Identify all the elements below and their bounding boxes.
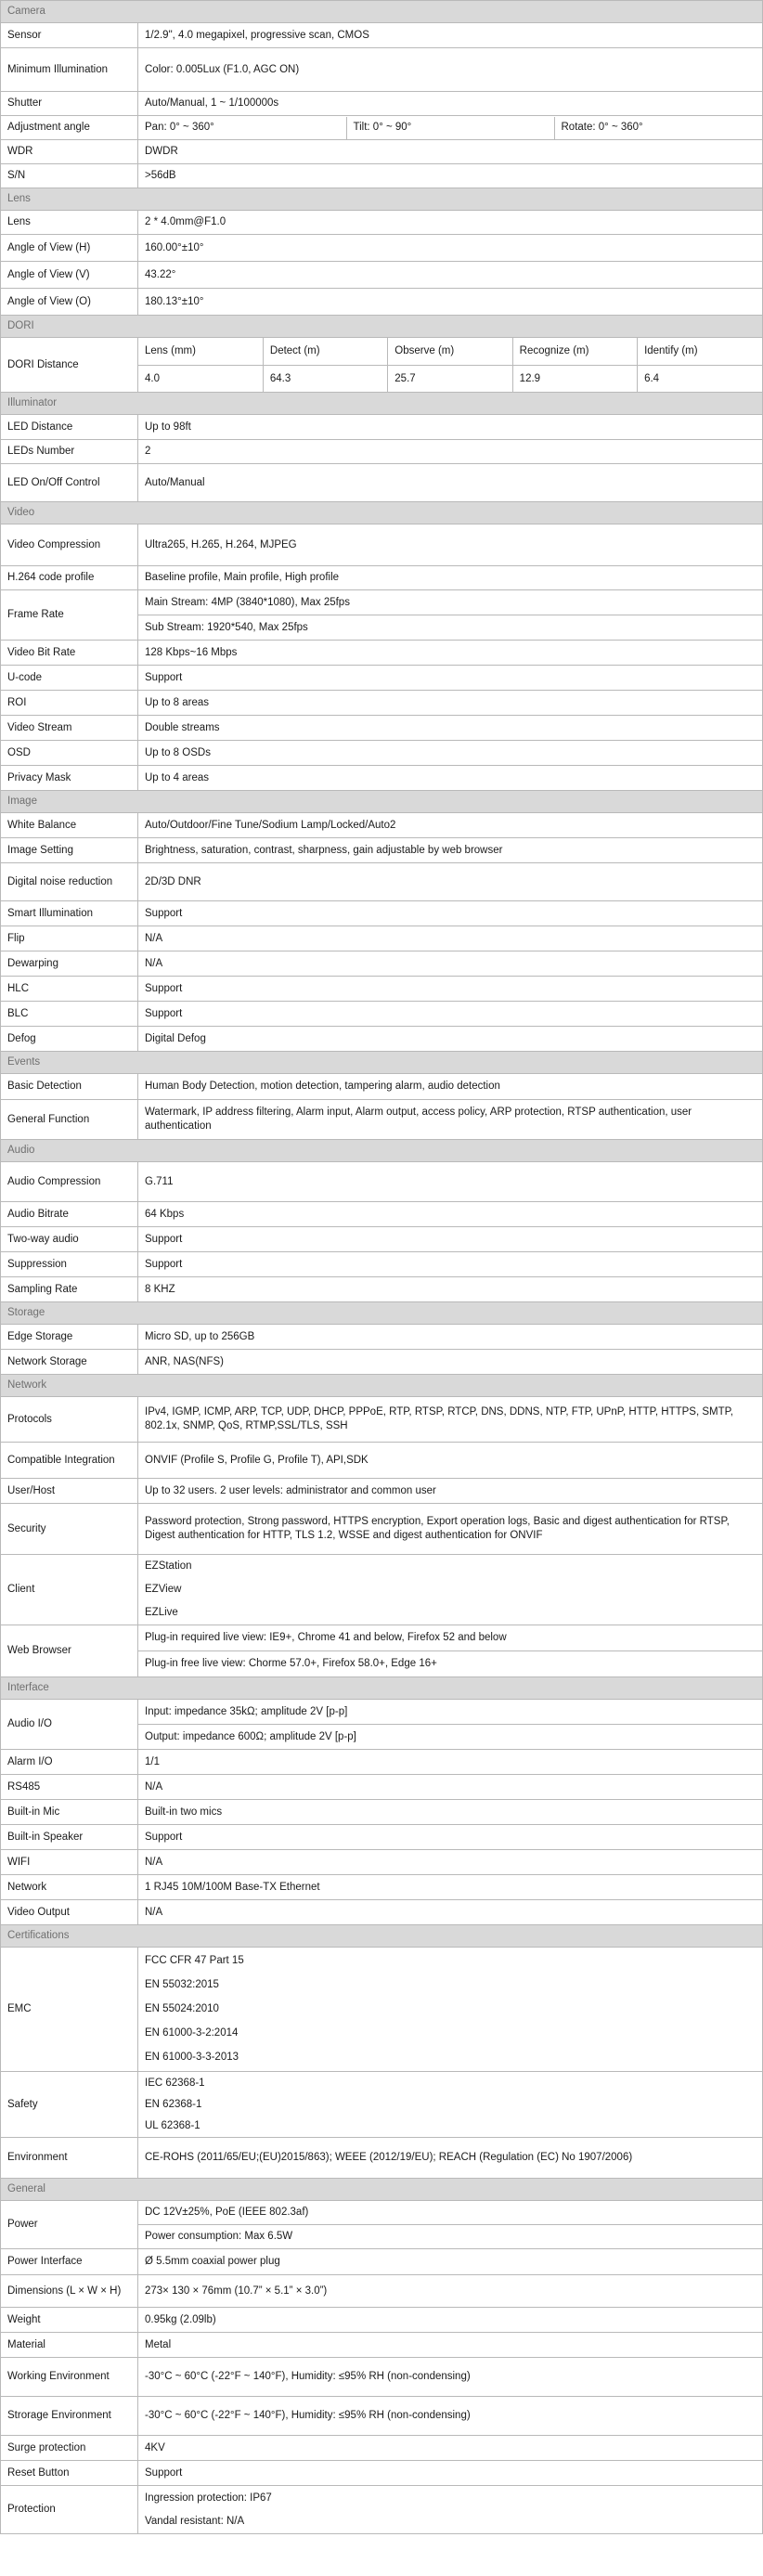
spec-value: Auto/Outdoor/Fine Tune/Sodium Lamp/Locked/Auto2 — [138, 813, 763, 838]
dori-header-cell: Lens (mm) — [145, 345, 196, 357]
spec-value-line: Vandal resistant: N/A — [145, 2515, 245, 2527]
spec-value — [138, 590, 763, 641]
spec-row-environment — [1, 2138, 763, 2179]
spec-label: LED On/Off Control — [1, 464, 138, 502]
spec-value-line: Power consumption: Max 6.5W — [145, 2231, 293, 2243]
spec-value-cell: Pan: 0° ~ 360° — [145, 122, 214, 134]
spec-label: DORI Distance — [1, 338, 138, 393]
spec-row-surge-protection — [1, 2436, 763, 2461]
spec-value: ONVIF (Profile S, Profile G, Profile T), API,SDK — [138, 1443, 763, 1479]
spec-value: CE-ROHS (2011/65/EU;(EU)2015/863); WEEE (2012/19/EU); REACH (Regulation (EC) No 1907/2006) — [138, 2138, 763, 2179]
spec-label: Security — [1, 1504, 138, 1555]
spec-label: Suppression — [1, 1252, 138, 1277]
spec-label: U-code — [1, 666, 138, 691]
spec-label: Reset Button — [1, 2461, 138, 2486]
spec-label: WDR — [1, 140, 138, 164]
spec-value: 2 * 4.0mm@F1.0 — [138, 211, 763, 235]
spec-row-user-host — [1, 1479, 763, 1504]
spec-value-list — [145, 1555, 756, 1625]
spec-label: Material — [1, 2333, 138, 2358]
spec-row-smart-illumination — [1, 901, 763, 926]
spec-row-power — [1, 2201, 763, 2249]
spec-label: Two-way audio — [1, 1227, 138, 1252]
spec-value-line: EN 61000-3-3-2013 — [145, 2052, 239, 2064]
dori-header-cell: Observe (m) — [388, 338, 512, 366]
spec-row-lens — [1, 211, 763, 235]
spec-label: Power Interface — [1, 2249, 138, 2275]
spec-label: WIFI — [1, 1850, 138, 1875]
spec-label: Video Output — [1, 1900, 138, 1925]
spec-value-line: EN 62368-1 — [145, 2098, 202, 2110]
spec-value: Up to 4 areas — [138, 766, 763, 791]
spec-row-protocols — [1, 1397, 763, 1443]
spec-value-line: Sub Stream: 1920*540, Max 25fps — [145, 621, 308, 633]
spec-label: Weight — [1, 2308, 138, 2333]
spec-value: 180.13°±10° — [138, 289, 763, 316]
spec-value-line: Main Stream: 4MP (3840*1080), Max 25fps — [138, 590, 762, 615]
spec-label: Network — [1, 1875, 138, 1900]
spec-label: Frame Rate — [1, 590, 138, 641]
section-title: Network — [1, 1375, 763, 1397]
section-header-lens — [1, 188, 763, 211]
spec-value: Support — [138, 1227, 763, 1252]
spec-label: Environment — [1, 2138, 138, 2179]
spec-label: General Function — [1, 1100, 138, 1140]
spec-value: IPv4, IGMP, ICMP, ARP, TCP, UDP, DHCP, PPPoE, RTP, RTSP, RTCP, DNS, DDNS, NTP, FTP, UPnP, HTTP, HTTPS, SMTP, 802.1x, SNMP, QoS, RTMP,SSL/TLS, SSH — [138, 1397, 763, 1443]
spec-label: Video Bit Rate — [1, 641, 138, 666]
spec-value: N/A — [138, 1775, 763, 1800]
spec-label: Network Storage — [1, 1350, 138, 1375]
spec-row-video-compression — [1, 524, 763, 566]
spec-value: Ultra265, H.265, H.264, MJPEG — [138, 524, 763, 566]
spec-value-line: EN 61000-3-2:2014 — [145, 2027, 239, 2039]
section-header-certifications — [1, 1925, 763, 1948]
spec-row-blc — [1, 1002, 763, 1027]
spec-value: Up to 98ft — [138, 415, 763, 440]
spec-value: ANR, NAS(NFS) — [138, 1350, 763, 1375]
spec-label: Compatible Integration — [1, 1443, 138, 1479]
spec-row-weight — [1, 2308, 763, 2333]
section-header-dori — [1, 316, 763, 338]
spec-value: Built-in two mics — [138, 1800, 763, 1825]
spec-value: G.711 — [138, 1162, 763, 1202]
spec-row-material — [1, 2333, 763, 2358]
spec-row-wifi — [1, 1850, 763, 1875]
spec-value-line: DC 12V±25%, PoE (IEEE 802.3af) — [138, 2201, 762, 2225]
section-title: Lens — [1, 188, 763, 211]
spec-label: Protocols — [1, 1397, 138, 1443]
spec-label: Adjustment angle — [1, 116, 138, 140]
spec-value: Color: 0.005Lux (F1.0, AGC ON) — [138, 48, 763, 92]
spec-value — [138, 2072, 763, 2138]
spec-row-minimum-illumination — [1, 48, 763, 92]
spec-value: 273× 130 × 76mm (10.7” × 5.1” × 3.0”) — [138, 2275, 763, 2308]
spec-row-sensor — [1, 23, 763, 48]
spec-label: Privacy Mask — [1, 766, 138, 791]
section-title: General — [1, 2179, 763, 2201]
spec-value: Support — [138, 666, 763, 691]
spec-value-columns — [138, 117, 762, 139]
spec-value-line: Ingression protection: IP67 — [145, 2492, 272, 2504]
spec-value: N/A — [138, 926, 763, 951]
spec-row-built-in-speaker — [1, 1825, 763, 1850]
spec-row-working-environment — [1, 2358, 763, 2397]
spec-value-line: EN 55032:2015 — [145, 1979, 219, 1991]
spec-row-sampling-rate — [1, 1277, 763, 1302]
spec-row-two-way-audio — [1, 1227, 763, 1252]
spec-value — [138, 1555, 763, 1625]
spec-label: Angle of View (O) — [1, 289, 138, 316]
spec-row-video-bit-rate — [1, 641, 763, 666]
spec-value: Support — [138, 1825, 763, 1850]
spec-value — [138, 338, 763, 393]
spec-value-list — [145, 1700, 756, 1749]
section-header-illuminator — [1, 393, 763, 415]
spec-value — [138, 2486, 763, 2534]
spec-value: Brightness, saturation, contrast, sharpness, gain adjustable by web browser — [138, 838, 763, 863]
spec-value: Support — [138, 1252, 763, 1277]
spec-value: >56dB — [138, 164, 763, 188]
spec-value: -30°C ~ 60°C (-22°F ~ 140°F), Humidity: ≤95% RH (non-condensing) — [138, 2358, 763, 2397]
section-header-video — [1, 502, 763, 524]
spec-value: Password protection, Strong password, HTTPS encryption, Export operation logs, Basic and digest authentication for RTSP, Digest authentication for HTTP, TLS 1.2, WSSE and digest authentication for ONVIF — [138, 1504, 763, 1555]
dori-grid — [138, 338, 762, 392]
dori-value-cell: 12.9 — [512, 366, 637, 393]
spec-label: LED Distance — [1, 415, 138, 440]
spec-label: EMC — [1, 1948, 138, 2072]
spec-row-emc — [1, 1948, 763, 2072]
spec-label: Digital noise reduction — [1, 863, 138, 901]
spec-value: Ø 5.5mm coaxial power plug — [138, 2249, 763, 2275]
spec-label: Video Compression — [1, 524, 138, 566]
spec-row-u-code — [1, 666, 763, 691]
spec-label: Smart Illumination — [1, 901, 138, 926]
spec-value: 64 Kbps — [138, 1202, 763, 1227]
spec-label: OSD — [1, 741, 138, 766]
spec-row-built-in-mic — [1, 1800, 763, 1825]
spec-value-list — [145, 1625, 756, 1676]
spec-label: Built-in Mic — [1, 1800, 138, 1825]
spec-row-dori-distance — [1, 338, 763, 393]
spec-value: Support — [138, 2461, 763, 2486]
section-title: DORI — [1, 316, 763, 338]
spec-label: Audio Compression — [1, 1162, 138, 1202]
spec-value-line: Plug-in free live view: Chorme 57.0+, Firefox 58.0+, Edge 16+ — [145, 1658, 437, 1670]
spec-value: Support — [138, 1002, 763, 1027]
spec-label: Sensor — [1, 23, 138, 48]
spec-value-line: Input: impedance 35kΩ; amplitude 2V [p-p] — [138, 1700, 762, 1725]
spec-row-protection — [1, 2486, 763, 2534]
spec-value: 1 RJ45 10M/100M Base-TX Ethernet — [138, 1875, 763, 1900]
spec-value: 160.00°±10° — [138, 235, 763, 262]
spec-label: Surge protection — [1, 2436, 138, 2461]
spec-value: 0.95kg (2.09lb) — [138, 2308, 763, 2333]
spec-row-led-distance — [1, 415, 763, 440]
section-header-network — [1, 1375, 763, 1397]
spec-value: Auto/Manual — [138, 464, 763, 502]
spec-row-dewarping — [1, 951, 763, 977]
spec-row-audio-i-o — [1, 1700, 763, 1750]
spec-row-security — [1, 1504, 763, 1555]
spec-row-safety — [1, 2072, 763, 2138]
spec-value — [138, 1625, 763, 1677]
spec-label: Safety — [1, 2072, 138, 2138]
spec-value: N/A — [138, 1850, 763, 1875]
dori-header-cell: Identify (m) — [638, 338, 762, 366]
section-title: Storage — [1, 1302, 763, 1325]
dori-value-cell: 6.4 — [638, 366, 762, 393]
spec-value-list — [145, 1949, 756, 2070]
spec-value-line: EZLive — [145, 1607, 178, 1619]
spec-row-web-browser — [1, 1625, 763, 1677]
spec-value — [138, 1700, 763, 1750]
spec-row-suppression — [1, 1252, 763, 1277]
spec-label: Working Environment — [1, 2358, 138, 2397]
spec-row-angle-of-view-v — [1, 262, 763, 289]
spec-row-privacy-mask — [1, 766, 763, 791]
section-title: Interface — [1, 1677, 763, 1700]
spec-value: -30°C ~ 60°C (-22°F ~ 140°F), Humidity: ≤95% RH (non-condensing) — [138, 2397, 763, 2436]
spec-value: 1/1 — [138, 1750, 763, 1775]
spec-label: Edge Storage — [1, 1325, 138, 1350]
spec-label: BLC — [1, 1002, 138, 1027]
spec-row-power-interface — [1, 2249, 763, 2275]
spec-row-white-balance — [1, 813, 763, 838]
section-title: Illuminator — [1, 393, 763, 415]
spec-row-video-stream — [1, 716, 763, 741]
spec-label: Protection — [1, 2486, 138, 2534]
section-title: Camera — [1, 1, 763, 23]
spec-value: 2D/3D DNR — [138, 863, 763, 901]
spec-value: Up to 8 areas — [138, 691, 763, 716]
spec-label: ROI — [1, 691, 138, 716]
spec-table-body — [1, 1, 763, 2534]
dori-value-cell: 4.0 — [138, 366, 263, 393]
spec-row-rs485 — [1, 1775, 763, 1800]
spec-value: 43.22° — [138, 262, 763, 289]
spec-value: Up to 8 OSDs — [138, 741, 763, 766]
spec-value: DWDR — [138, 140, 763, 164]
section-header-interface — [1, 1677, 763, 1700]
spec-value-line: Plug-in required live view: IE9+, Chrome 41 and below, Firefox 52 and below — [138, 1625, 762, 1651]
section-title: Certifications — [1, 1925, 763, 1948]
spec-row-network-storage — [1, 1350, 763, 1375]
section-header-audio — [1, 1140, 763, 1162]
spec-value: Support — [138, 977, 763, 1002]
spec-row-osd — [1, 741, 763, 766]
spec-value-list — [145, 590, 756, 640]
spec-value-list — [145, 2073, 756, 2137]
dori-value-cell: 64.3 — [263, 366, 387, 393]
spec-row-basic-detection — [1, 1074, 763, 1100]
section-title: Image — [1, 791, 763, 813]
spec-value-line: EN 55024:2010 — [145, 2003, 219, 2015]
spec-value-line: FCC CFR 47 Part 15 — [145, 1955, 244, 1967]
spec-row-flip — [1, 926, 763, 951]
spec-value: 2 — [138, 440, 763, 464]
spec-value: 1/2.9", 4.0 megapixel, progressive scan, CMOS — [138, 23, 763, 48]
dori-header-cell: Detect (m) — [263, 338, 387, 366]
spec-value: Up to 32 users. 2 user levels: administrator and common user — [138, 1479, 763, 1504]
spec-value: Watermark, IP address filtering, Alarm input, Alarm output, access policy, ARP protection, RTSP authentication, user authentication — [138, 1100, 763, 1140]
spec-value-cell: Rotate: 0° ~ 360° — [554, 117, 762, 139]
spec-row-angle-of-view-h — [1, 235, 763, 262]
spec-label: Defog — [1, 1027, 138, 1052]
spec-row-digital-noise-reduction — [1, 863, 763, 901]
spec-row-angle-of-view-o — [1, 289, 763, 316]
spec-label: H.264 code profile — [1, 566, 138, 590]
section-title: Audio — [1, 1140, 763, 1162]
spec-value: 128 Kbps~16 Mbps — [138, 641, 763, 666]
spec-label: Video Stream — [1, 716, 138, 741]
spec-value-line: EZStation — [145, 1560, 192, 1573]
spec-row-network — [1, 1875, 763, 1900]
spec-row-roi — [1, 691, 763, 716]
spec-label: Shutter — [1, 92, 138, 116]
spec-value: 4KV — [138, 2436, 763, 2461]
spec-value: Baseline profile, Main profile, High profile — [138, 566, 763, 590]
spec-value: Digital Defog — [138, 1027, 763, 1052]
spec-row-dimensions-l-w-h — [1, 2275, 763, 2308]
spec-value-list — [145, 2201, 756, 2248]
spec-label: Dimensions (L × W × H) — [1, 2275, 138, 2308]
spec-value-line: EZView — [145, 1584, 182, 1596]
spec-label: HLC — [1, 977, 138, 1002]
spec-label: Dewarping — [1, 951, 138, 977]
spec-label: User/Host — [1, 1479, 138, 1504]
spec-row-strorage-environment — [1, 2397, 763, 2436]
spec-value: Metal — [138, 2333, 763, 2358]
spec-label: Lens — [1, 211, 138, 235]
spec-label: Web Browser — [1, 1625, 138, 1677]
dori-header-cell: Recognize (m) — [512, 338, 637, 366]
spec-value: 8 KHZ — [138, 1277, 763, 1302]
spec-value: Double streams — [138, 716, 763, 741]
spec-label: S/N — [1, 164, 138, 188]
spec-value: N/A — [138, 1900, 763, 1925]
spec-label: Client — [1, 1555, 138, 1625]
spec-row-reset-button — [1, 2461, 763, 2486]
spec-row-client — [1, 1555, 763, 1625]
spec-label: Sampling Rate — [1, 1277, 138, 1302]
spec-label: RS485 — [1, 1775, 138, 1800]
spec-row-audio-compression — [1, 1162, 763, 1202]
spec-row-frame-rate — [1, 590, 763, 641]
spec-row-wdr — [1, 140, 763, 164]
spec-label: Flip — [1, 926, 138, 951]
dori-value-cell: 25.7 — [388, 366, 512, 393]
spec-label: Power — [1, 2201, 138, 2249]
section-header-storage — [1, 1302, 763, 1325]
spec-value-line: Output: impedance 600Ω; amplitude 2V [p-p] — [145, 1730, 356, 1742]
spec-label: Image Setting — [1, 838, 138, 863]
spec-row-defog — [1, 1027, 763, 1052]
spec-row-leds-number — [1, 440, 763, 464]
spec-row-general-function — [1, 1100, 763, 1140]
spec-label: Basic Detection — [1, 1074, 138, 1100]
spec-label: Built-in Speaker — [1, 1825, 138, 1850]
spec-value: Human Body Detection, motion detection, tampering alarm, audio detection — [138, 1074, 763, 1100]
section-title: Events — [1, 1052, 763, 1074]
spec-value: N/A — [138, 951, 763, 977]
spec-row-alarm-i-o — [1, 1750, 763, 1775]
spec-row-audio-bitrate — [1, 1202, 763, 1227]
spec-row-hlc — [1, 977, 763, 1002]
section-header-image — [1, 791, 763, 813]
section-header-camera — [1, 1, 763, 23]
spec-row-s-n — [1, 164, 763, 188]
spec-value: Support — [138, 901, 763, 926]
spec-row-video-output — [1, 1900, 763, 1925]
section-header-events — [1, 1052, 763, 1074]
spec-value-line: UL 62368-1 — [145, 2119, 200, 2131]
spec-label: Alarm I/O — [1, 1750, 138, 1775]
spec-label: Strorage Environment — [1, 2397, 138, 2436]
spec-label: Angle of View (V) — [1, 262, 138, 289]
spec-label: Minimum Illumination — [1, 48, 138, 92]
spec-value — [138, 1948, 763, 2072]
spec-value-cell: Tilt: 0° ~ 90° — [346, 117, 554, 139]
spec-label: White Balance — [1, 813, 138, 838]
section-header-general — [1, 2179, 763, 2201]
spec-label: Angle of View (H) — [1, 235, 138, 262]
spec-value: Micro SD, up to 256GB — [138, 1325, 763, 1350]
spec-value — [138, 116, 763, 140]
spec-row-adjustment-angle — [1, 116, 763, 140]
spec-row-h-264-code-profile — [1, 566, 763, 590]
spec-row-edge-storage — [1, 1325, 763, 1350]
spec-row-shutter — [1, 92, 763, 116]
spec-value-list — [145, 2487, 756, 2533]
spec-value-line: IEC 62368-1 — [145, 2077, 205, 2089]
section-title: Video — [1, 502, 763, 524]
spec-row-led-on-off-control — [1, 464, 763, 502]
spec-value — [138, 2201, 763, 2249]
spec-label: Audio Bitrate — [1, 1202, 138, 1227]
spec-row-compatible-integration — [1, 1443, 763, 1479]
spec-label: Audio I/O — [1, 1700, 138, 1750]
spec-value: Auto/Manual, 1 ~ 1/100000s — [138, 92, 763, 116]
spec-label: LEDs Number — [1, 440, 138, 464]
spec-row-image-setting — [1, 838, 763, 863]
